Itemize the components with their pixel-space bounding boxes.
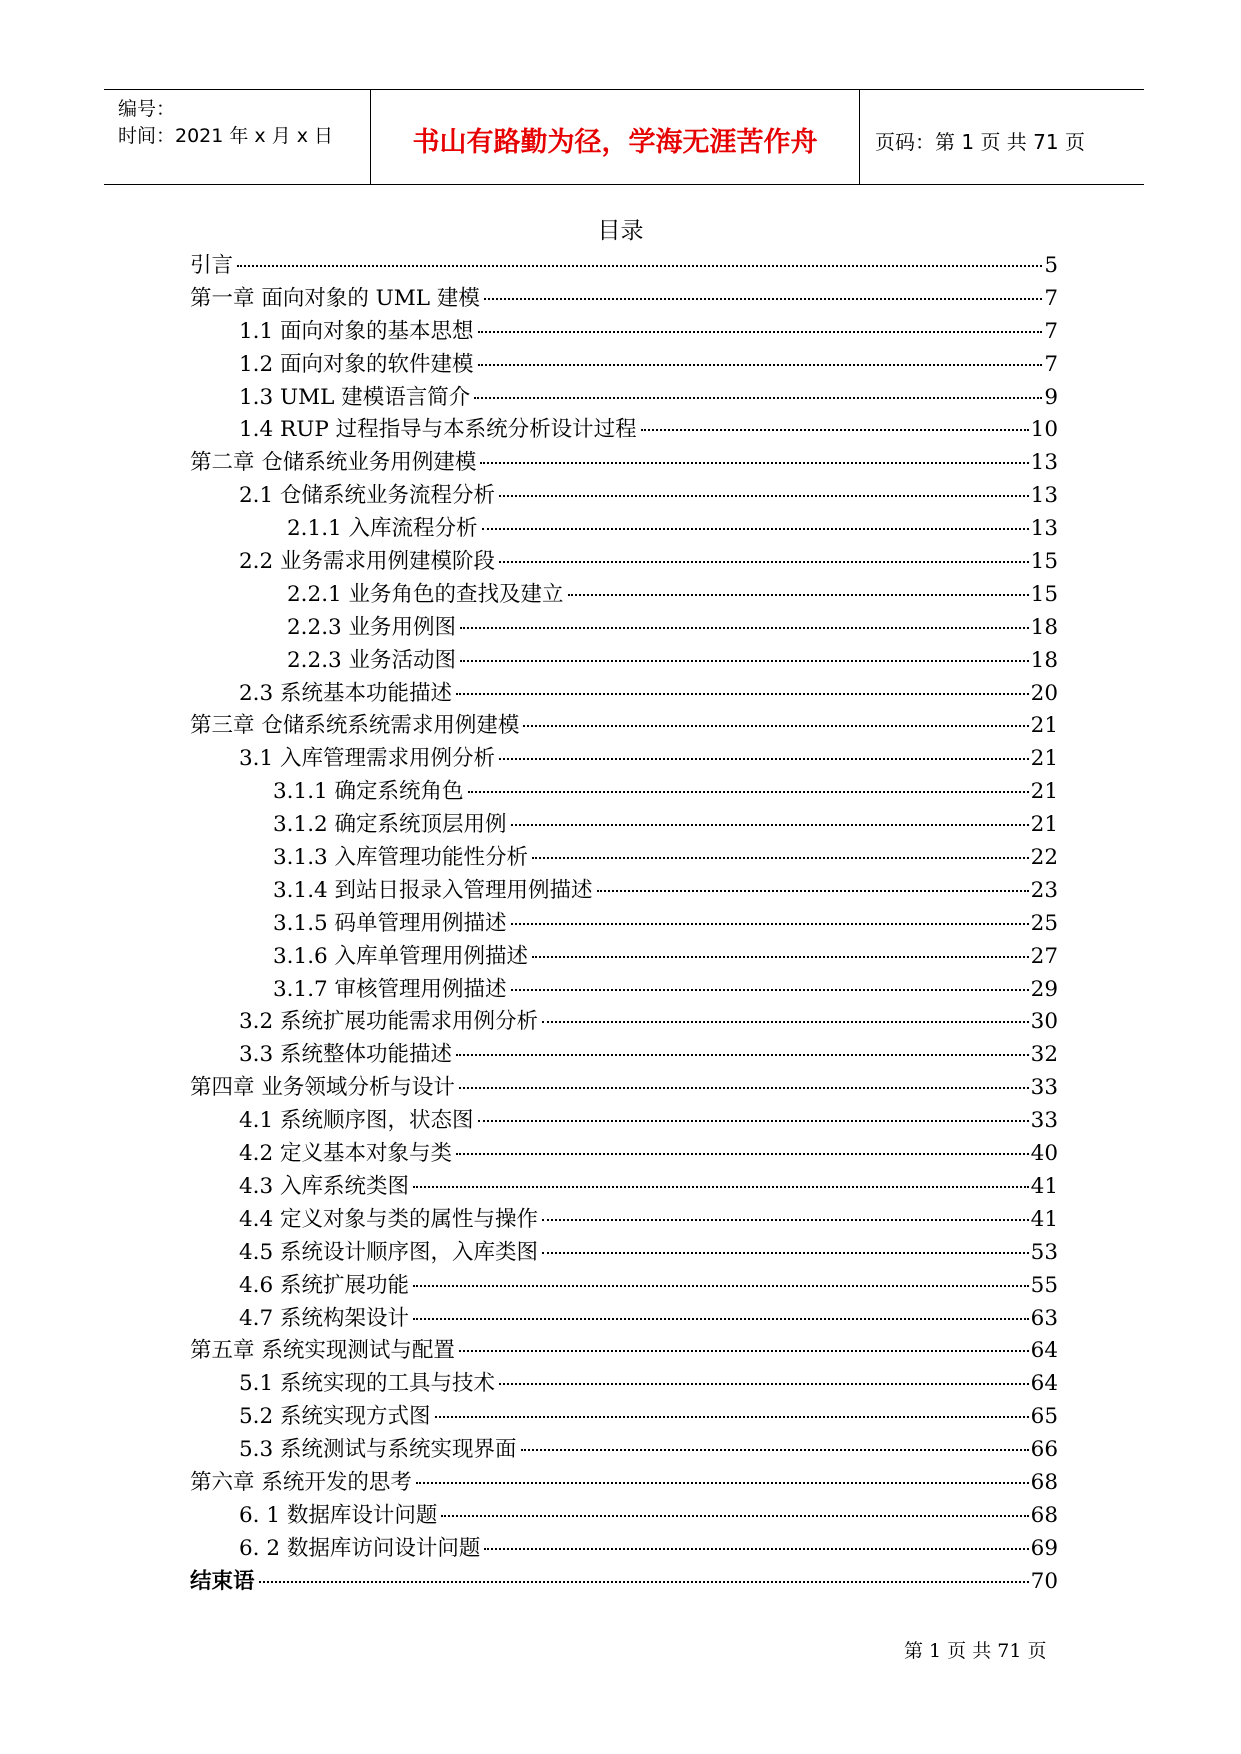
toc-dot-leader: [456, 1153, 1029, 1155]
toc-dot-leader: [435, 1416, 1029, 1418]
toc-dot-leader: [441, 1515, 1028, 1517]
toc-dot-leader: [413, 1285, 1029, 1287]
toc-entry[interactable]: [190, 873, 1058, 906]
toc-entry-title: 第五章 系统实现测试与配置: [190, 1338, 455, 1364]
toc-dot-leader: [542, 1021, 1029, 1023]
toc-entry-title: 4.1 系统顺序图，状态图: [239, 1108, 474, 1134]
toc-entry[interactable]: [190, 1103, 1058, 1136]
toc-entry-page: 41: [1030, 1206, 1058, 1232]
toc-entry-page: 41: [1030, 1173, 1058, 1199]
toc-dot-leader: [542, 1252, 1029, 1254]
toc-entry[interactable]: [190, 1037, 1058, 1070]
toc-dot-leader: [499, 758, 1029, 760]
toc-dot-leader: [413, 1318, 1029, 1320]
toc-dot-leader: [484, 298, 1042, 300]
toc-dot-leader: [499, 495, 1029, 497]
toc-entry[interactable]: [190, 972, 1058, 1005]
toc-dot-leader: [474, 397, 1042, 399]
toc-dot-leader: [532, 857, 1029, 859]
toc-entry-page: 69: [1030, 1535, 1058, 1561]
toc-entry-title: 2.1 仓储系统业务流程分析: [239, 483, 496, 509]
toc-dot-leader: [413, 1186, 1029, 1188]
toc-dot-leader: [468, 791, 1029, 793]
toc-dot-leader: [478, 364, 1043, 366]
toc-entry[interactable]: [190, 1004, 1058, 1037]
toc-entry[interactable]: [190, 412, 1058, 445]
toc-dot-leader: [480, 462, 1028, 464]
toc-entry[interactable]: [190, 676, 1058, 709]
toc-entry-page: 21: [1030, 779, 1058, 805]
toc-entry-page: 68: [1030, 1502, 1058, 1528]
toc-entry-title: 1.3 UML 建模语言简介: [239, 384, 471, 410]
toc-entry-page: 9: [1044, 384, 1058, 410]
toc-entry[interactable]: [190, 1564, 1058, 1597]
toc-dot-leader: [484, 1548, 1028, 1550]
toc-entry[interactable]: [190, 577, 1058, 610]
toc-entry-title: 引言: [190, 253, 234, 278]
toc-entry-page: 68: [1030, 1469, 1058, 1495]
toc-entry[interactable]: [190, 1531, 1058, 1564]
toc-dot-leader: [456, 1054, 1029, 1056]
toc-entry-title: 4.3 入库系统类图: [239, 1173, 410, 1199]
toc-entry[interactable]: [190, 840, 1058, 873]
toc-entry[interactable]: [190, 774, 1058, 807]
toc-dot-leader: [499, 561, 1029, 563]
toc-entry-page: 25: [1030, 910, 1058, 936]
toc-entry[interactable]: [190, 281, 1058, 314]
toc-entry-page: 5: [1044, 253, 1058, 278]
toc-entry-title: 第三章 仓储系统系统需求用例建模: [190, 713, 520, 739]
toc-entry[interactable]: [190, 1301, 1058, 1334]
toc-dot-leader: [511, 989, 1029, 991]
toc-entry[interactable]: [190, 939, 1058, 972]
toc-entry-title: 1.1 面向对象的基本思想: [239, 318, 474, 344]
toc-entry-page: 55: [1030, 1272, 1058, 1298]
toc-dot-leader: [641, 429, 1029, 431]
toc-entry-title: 5.3 系统测试与系统实现界面: [239, 1437, 517, 1463]
toc-entry[interactable]: [190, 314, 1058, 347]
toc-entry-title: 第四章 业务领域分析与设计: [190, 1075, 455, 1101]
toc-entry[interactable]: [190, 1465, 1058, 1498]
header-slogan-cell: [371, 90, 860, 184]
toc-dot-leader: [568, 594, 1029, 596]
header-page-cell: [861, 90, 1144, 184]
toc-entry[interactable]: [190, 1235, 1058, 1268]
toc-title: 目录: [597, 218, 644, 244]
toc-entry-page: 21: [1030, 713, 1058, 739]
toc-entry[interactable]: [190, 1399, 1058, 1432]
toc-entry-title: 4.5 系统设计顺序图，入库类图: [239, 1239, 539, 1265]
header-meta-cell: [104, 90, 371, 184]
toc-entry-page: 7: [1044, 285, 1058, 311]
toc-dot-leader: [511, 824, 1029, 826]
toc-entry[interactable]: [190, 741, 1058, 774]
toc-dot-leader: [478, 1120, 1029, 1122]
toc-entry-title: 3.1.1 确定系统角色: [273, 779, 464, 805]
toc-entry-page: 7: [1044, 351, 1058, 377]
toc-entry-title: 3.1 入库管理需求用例分析: [239, 746, 496, 772]
toc-entry[interactable]: [190, 445, 1058, 478]
toc-entry-title: 4.2 定义基本对象与类: [239, 1141, 453, 1167]
toc-dot-leader: [459, 1087, 1029, 1089]
toc-entry[interactable]: [190, 807, 1058, 840]
toc-entry-page: 13: [1030, 516, 1058, 542]
toc-dot-leader: [523, 725, 1028, 727]
toc-entry-page: 23: [1030, 877, 1058, 903]
toc-entry[interactable]: [190, 1268, 1058, 1301]
toc-entry[interactable]: [190, 1070, 1058, 1103]
toc-entry-page: 13: [1030, 483, 1058, 509]
toc-entry-page: 13: [1030, 450, 1058, 476]
toc-entry[interactable]: [190, 511, 1058, 544]
toc-entry-page: 70: [1030, 1568, 1058, 1594]
document-header: [104, 89, 1144, 185]
toc-dot-leader: [460, 627, 1029, 629]
toc-entry-page: 33: [1030, 1108, 1058, 1134]
toc-dot-leader: [482, 528, 1029, 530]
toc-entry-title: 2.2.3 业务活动图: [287, 647, 457, 673]
toc-entry-page: 66: [1030, 1437, 1058, 1463]
toc-entry-page: 22: [1030, 845, 1058, 871]
toc-dot-leader: [478, 331, 1043, 333]
toc-entry-title: 4.4 定义对象与类的属性与操作: [239, 1206, 539, 1232]
toc-entry-title: 3.1.2 确定系统顶层用例: [273, 812, 507, 838]
toc-entry-title: 3.1.4 到站日报录入管理用例描述: [273, 877, 593, 903]
toc-entry-title: 5.1 系统实现的工具与技术: [239, 1371, 496, 1397]
toc-entry-title: 3.3 系统整体功能描述: [239, 1042, 453, 1068]
toc-entry[interactable]: [190, 1498, 1058, 1531]
table-of-contents: [190, 248, 1058, 1597]
toc-entry-title: 5.2 系统实现方式图: [239, 1404, 431, 1430]
toc-dot-leader: [259, 1581, 1029, 1583]
toc-entry-page: 33: [1030, 1075, 1058, 1101]
toc-entry-page: 65: [1030, 1404, 1058, 1430]
toc-entry-title: 第一章 面向对象的 UML 建模: [190, 285, 480, 311]
toc-dot-leader: [456, 693, 1029, 695]
toc-entry[interactable]: [190, 1169, 1058, 1202]
toc-entry-title: 2.2.3 业务用例图: [287, 614, 457, 640]
header-slogan: 书山有路勤为径，学海无涯苦作舟: [412, 127, 818, 158]
toc-entry-title: 第二章 仓储系统业务用例建模: [190, 450, 477, 476]
toc-dot-leader: [416, 1482, 1029, 1484]
toc-entry[interactable]: [190, 544, 1058, 577]
toc-dot-leader: [511, 923, 1029, 925]
toc-entry-title: 结束语: [190, 1568, 255, 1594]
toc-entry-title: 2.3 系统基本功能描述: [239, 680, 453, 706]
toc-entry-title: 1.2 面向对象的软件建模: [239, 351, 474, 377]
toc-dot-leader: [532, 956, 1029, 958]
toc-entry[interactable]: [190, 347, 1058, 380]
toc-dot-leader: [597, 890, 1029, 892]
toc-entry-title: 第六章 系统开发的思考: [190, 1469, 412, 1495]
toc-dot-leader: [542, 1219, 1029, 1221]
toc-entry-page: 18: [1030, 614, 1058, 640]
toc-entry-page: 29: [1030, 976, 1058, 1002]
toc-entry[interactable]: [190, 643, 1058, 676]
toc-entry-page: 20: [1030, 680, 1058, 706]
toc-entry[interactable]: [190, 380, 1058, 413]
toc-entry-page: 18: [1030, 647, 1058, 673]
toc-entry-page: 40: [1030, 1141, 1058, 1167]
page-footer: 第 1 页 共 71 页: [904, 1640, 1047, 1662]
toc-entry[interactable]: [190, 478, 1058, 511]
toc-entry-page: 15: [1030, 549, 1058, 575]
toc-dot-leader: [460, 660, 1029, 662]
toc-entry-page: 27: [1030, 943, 1058, 969]
toc-entry-page: 53: [1030, 1239, 1058, 1265]
toc-dot-leader: [459, 1350, 1029, 1352]
toc-entry-title: 3.1.7 审核管理用例描述: [273, 976, 507, 1002]
toc-entry-title: 4.7 系统构架设计: [239, 1305, 410, 1331]
toc-entry-page: 15: [1030, 581, 1058, 607]
toc-entry-page: 32: [1030, 1042, 1058, 1068]
toc-entry-title: 3.1.5 码单管理用例描述: [273, 910, 507, 936]
toc-dot-leader: [237, 265, 1042, 267]
toc-entry[interactable]: [190, 248, 1058, 281]
document-number-label: 编号：: [118, 98, 176, 120]
toc-entry[interactable]: [190, 906, 1058, 939]
toc-entry-title: 2.2 业务需求用例建模阶段: [239, 549, 496, 575]
toc-entry-page: 30: [1030, 1009, 1058, 1035]
toc-entry[interactable]: [190, 1432, 1058, 1465]
toc-entry[interactable]: [190, 1202, 1058, 1235]
toc-entry-title: 2.2.1 业务角色的查找及建立: [287, 581, 564, 607]
toc-entry[interactable]: [190, 610, 1058, 643]
toc-entry-page: 10: [1030, 417, 1058, 443]
toc-entry-page: 21: [1030, 812, 1058, 838]
toc-entry-page: 63: [1030, 1305, 1058, 1331]
toc-entry-page: 64: [1030, 1371, 1058, 1397]
toc-entry-title: 6. 2 数据库访问设计问题: [239, 1535, 481, 1561]
toc-entry-title: 6. 1 数据库设计问题: [239, 1502, 438, 1528]
toc-entry-title: 2.1.1 入库流程分析: [287, 516, 478, 542]
document-time-label: 时间：2021 年 x 月 x 日: [118, 125, 334, 147]
toc-entry-title: 3.2 系统扩展功能需求用例分析: [239, 1009, 539, 1035]
toc-dot-leader: [521, 1449, 1029, 1451]
header-page-code: 页码：第 1 页 共 71 页: [875, 130, 1085, 154]
toc-entry[interactable]: [190, 1136, 1058, 1169]
toc-entry-page: 64: [1030, 1338, 1058, 1364]
toc-entry-page: 7: [1044, 318, 1058, 344]
toc-entry-page: 21: [1030, 746, 1058, 772]
toc-entry-title: 3.1.6 入库单管理用例描述: [273, 943, 529, 969]
toc-entry[interactable]: [190, 1366, 1058, 1399]
toc-entry[interactable]: [190, 1333, 1058, 1366]
toc-entry-title: 3.1.3 入库管理功能性分析: [273, 845, 529, 871]
toc-entry[interactable]: [190, 708, 1058, 741]
toc-entry-title: 1.4 RUP 过程指导与本系统分析设计过程: [239, 417, 637, 443]
toc-entry-title: 4.6 系统扩展功能: [239, 1272, 410, 1298]
toc-dot-leader: [499, 1383, 1029, 1385]
